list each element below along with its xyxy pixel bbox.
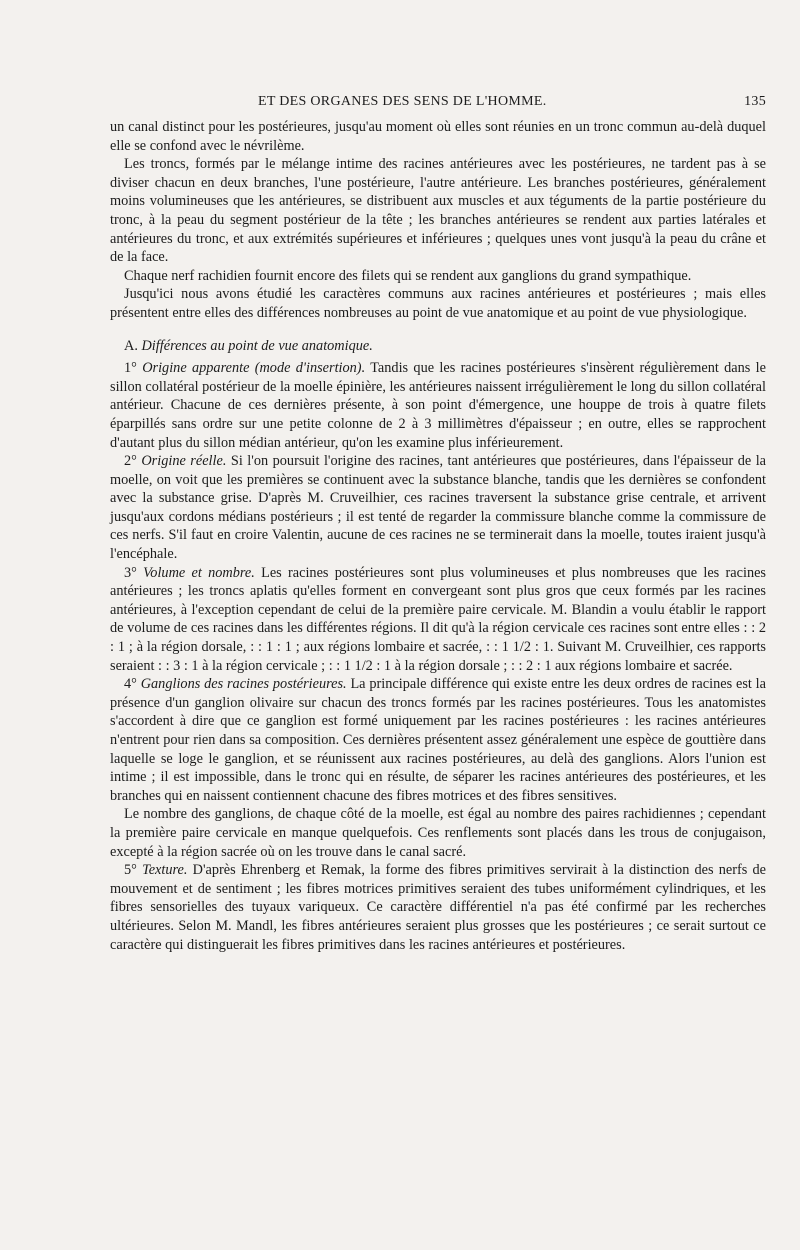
item-number: 4° (124, 676, 137, 693)
section-heading (110, 337, 766, 356)
item-text: D'après Ehrenberg et Remak, la forme des fibres primitives servirait à la distinction des nerfs de mouvement et de sentiment ; les fibres motrices primitives seraient des tubes uniformément cylindriques, et les fibres sensorielles des tuyaux variqueux. Ce caractère différentiel n'a pas été confirmé par les recherches ultérieures. Selon M. Mandl, les fibres antérieures seraient plus grosses que les postérieures ; ce serait surtout ce caractère qui distinguerait les fibres primitives dans les racines antérieures et postérieures. (110, 862, 767, 953)
numbered-item (110, 564, 766, 676)
item-title: Origine réelle. (141, 453, 227, 470)
paragraph: Le nombre des ganglions, de chaque côté de la moelle, est égal au nombre des paires rachidiennes ; cependant la première paire cervicale en manque quelquefois. Ces renflements sont placés dans les trous de conjugaison, excepté à la région sacrée où on les trouve dans le canal sacré. (110, 806, 766, 860)
item-text: Les racines postérieures sont plus volumineuses et plus nombreuses que les racines antérieures ; les troncs aplatis qu'elles forment en convergeant sont plus gros que ceux formés par les racines antérieures, à l'exception cependant de celui de la première paire cervicale. M. Blandin a voulu établir le rapport de volume de ces racines dans les différentes régions. Il dit qu'à la région cervicale ces racines sont entre elles : : 2 : 1 ; à la région dorsale, : : 1 : 1 ; aux régions lombaire et sacrée, : : 1 1/2 : 1. Suivant M. Cruveilhier, ces rapports seraient : : 3 : 1 à la région cervicale ; : : 1 1/2 : 1 à la région dorsale ; : : 2 : 1 aux régions lombaire et sacrée. (110, 564, 766, 674)
numbered-item (110, 861, 766, 954)
numbered-item (110, 452, 766, 564)
item-number: 1° (124, 360, 137, 377)
item-number: 2° (124, 453, 137, 470)
item-title: Origine apparente (mode d'insertion). (142, 360, 366, 377)
paragraph: Les troncs, formés par le mélange intime des racines antérieures avec les postérieures, ne tardent pas à se diviser chacun en deux branches, l'une postérieure, l'autre antérieure. Les branches postérieures, généralement moins volumineuses que les antérieures, se distribuent aux muscles et aux téguments de la partie postérieure du tronc, à la peau du segment postérieur de la tête ; les branches antérieures se rendent aux parties latérales et antérieures du tronc, et aux extrémités supérieures et inférieures ; quelques unes vont jusqu'à la peau du crâne et de la face. (110, 156, 766, 266)
item-title: Volume et nombre. (143, 564, 255, 581)
running-title: ET DES ORGANES DES SENS DE L'HOMME. (258, 94, 547, 109)
numbered-item (110, 359, 766, 452)
paragraph: un canal distinct pour les postérieures, jusqu'au moment où elles sont réunies en un tronc commun au-delà duquel elle se confond avec le névrilème. (110, 119, 766, 154)
item-text: Tandis que les racines postérieures s'insèrent régulièrement dans le sillon collatéral postérieur de la moelle épinière, les antérieures naissent irrégulièrement le long du sillon collatéral antérieur. Chacune de ces dernières présente, à son point d'émergence, une houppe de trois à quatre filets éparpillés sans ordre sur une petite colonne de 2 à 3 millimètres d'épaisseur ; en outre, elles se rapprochent d'autant plus du sillon médian antérieur, qu'on les examine plus inférieurement. (110, 360, 766, 451)
paragraph: Chaque nerf rachidien fournit encore des filets qui se rendent aux ganglions du grand sympathique. (124, 267, 692, 284)
item-number: 3° (124, 564, 137, 581)
page-body (110, 118, 766, 954)
item-number: 5° (124, 862, 137, 879)
item-title: Ganglions des racines postérieures. (140, 676, 347, 693)
item-text: Si l'on poursuit l'origine des racines, tant antérieures que postérieures, dans l'épaisseur de la moelle, on voit que les premières se continuent avec la substance blanche, tandis que les dernières se confondent avec la substance grise. D'après M. Cruveilhier, ces racines traversent la substance grise centrale, et arrivent jusqu'aux cordons médians postérieurs ; il est tenté de regarder la commissure blanche comme la commissure de ces nerfs. S'il faut en croire Valentin, aucune de ces racines ne se terminerait dans la moelle, toutes iraient jusqu'à l'encéphale. (110, 453, 767, 563)
page-number: 135 (744, 94, 766, 109)
paragraph: Jusqu'ici nous avons étudié les caractères communs aux racines antérieures et postérieures ; mais elles présentent entre elles des différences nombreuses au point de vue anatomique et au point de vue physiologique. (110, 286, 766, 321)
section-letter: A. (124, 337, 138, 354)
section-title: Différences au point de vue anatomique. (141, 337, 373, 354)
numbered-item (110, 675, 766, 805)
item-title: Texture. (142, 862, 188, 879)
item-text: La principale différence qui existe entre les deux ordres de racines est la présence d'un ganglion olivaire sur chacun des troncs formés par les racines postérieures. Tous les anatomistes s'accordent à dire que ce ganglion est formé uniquement par les racines postérieures : les racines antérieures n'entrent pour rien dans sa composition. Ces dernières présentent assez généralement une espèce de gouttière dans laquelle se loge le ganglion, et se réunissent aux racines postérieures, au delà des ganglions. Alors l'union est intime ; il est impossible, dans le tronc qui en résulte, de séparer les racines antérieures des postérieures, et les branches qui en naissent contiennent chacune des fibres motrices et des fibres sensitives. (110, 676, 766, 804)
page-header (110, 94, 766, 114)
